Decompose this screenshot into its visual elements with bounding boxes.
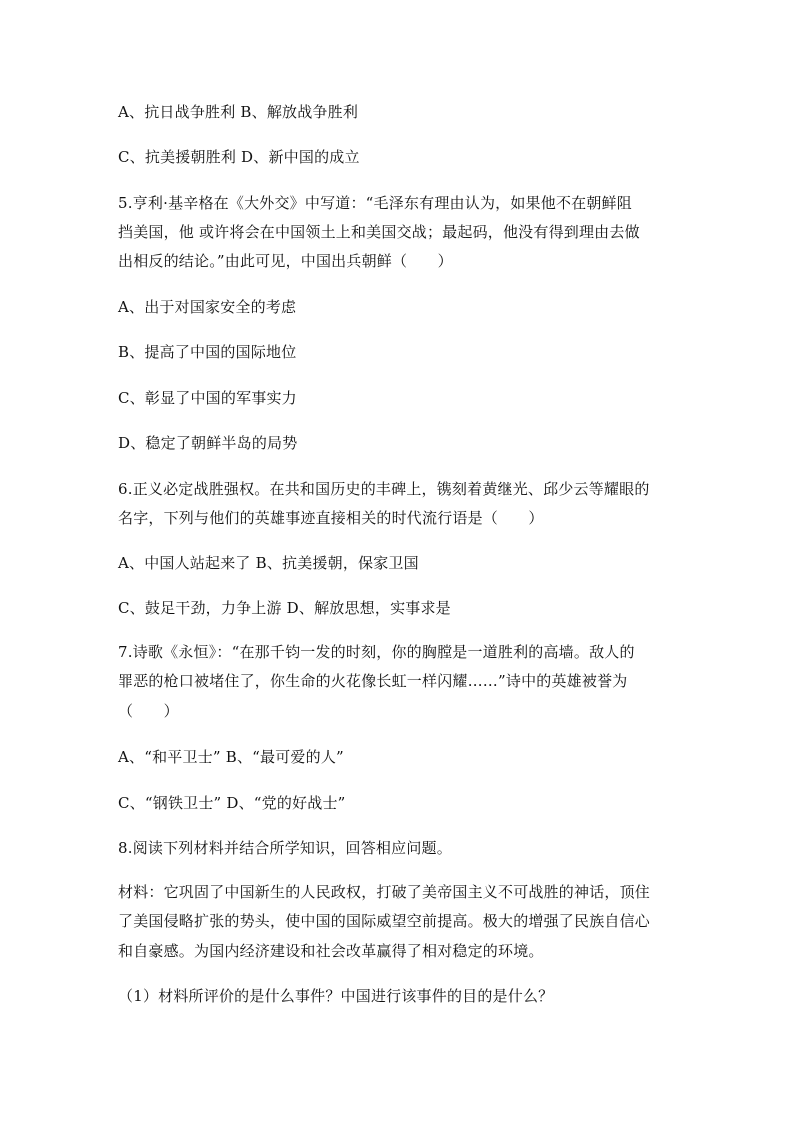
q6-stem-line-1: 6.正义必定战胜强权。在共和国历史的丰碑上，镌刻着黄继光、邱少云等耀眼的	[118, 480, 650, 498]
q4-option-line-2: C、抗美援朝胜利 D、新中国的成立	[118, 148, 360, 166]
q5-stem-line-2: 挡美国，他 或许将会在中国领土上和美国交战；最起码，他没有得到理由去做	[118, 223, 640, 241]
q7-stem-line-3: （ ）	[118, 702, 179, 720]
q5-stem-line-1: 5.亨利·基辛格在《大外交》中写道：“毛泽东有理由认为，如果他不在朝鲜阻	[118, 194, 632, 212]
q5-stem-line-3: 出相反的结论。”由此可见，中国出兵朝鲜（ ）	[118, 252, 453, 270]
q4-option-line-1: A、抗日战争胜利 B、解放战争胜利	[118, 103, 359, 121]
q8-sub-question-1: （1）材料所评价的是什么事件？中国进行该事件的目的是什么？	[118, 987, 554, 1005]
q7-stem-line-1: 7.诗歌《永恒》：“在那千钧一发的时刻，你的胸膛是一道胜利的高墙。敌人的	[118, 643, 635, 661]
q7-option-line-2: C、“钢铁卫士” D、“党的好战士”	[118, 794, 346, 812]
q5-option-c: C、彰显了中国的军事实力	[118, 389, 297, 407]
q8-material-line-3: 和自豪感。为国内经济建设和社会改革赢得了相对稳定的环境。	[118, 942, 544, 960]
q5-option-b: B、提高了中国的国际地位	[118, 343, 297, 361]
q7-option-line-1: A、“和平卫士” B、“最可爱的人”	[118, 748, 344, 766]
q6-stem-line-2: 名字，下列与他们的英雄事迹直接相关的时代流行语是（ ）	[118, 509, 544, 527]
q6-option-line-2: C、鼓足干劲，力争上游 D、解放思想，实事求是	[118, 599, 451, 617]
q8-stem: 8.阅读下列材料并结合所学知识，回答相应问题。	[118, 839, 452, 857]
q7-stem-line-2: 罪恶的枪口被堵住了，你生命的火花像长虹一样闪耀……”诗中的英雄被誉为	[118, 672, 628, 690]
q8-material-line-1: 材料：它巩固了中国新生的人民政权，打破了美帝国主义不可战胜的神话，顶住	[118, 883, 651, 901]
q6-option-line-1: A、中国人站起来了 B、抗美援朝，保家卫国	[118, 554, 419, 572]
q5-option-d: D、稳定了朝鲜半岛的局势	[118, 434, 298, 452]
q5-option-a: A、出于对国家安全的考虑	[118, 298, 297, 316]
q8-material-line-2: 了美国侵略扩张的势头，使中国的国际威望空前提高。极大的增强了民族自信心	[118, 912, 651, 930]
